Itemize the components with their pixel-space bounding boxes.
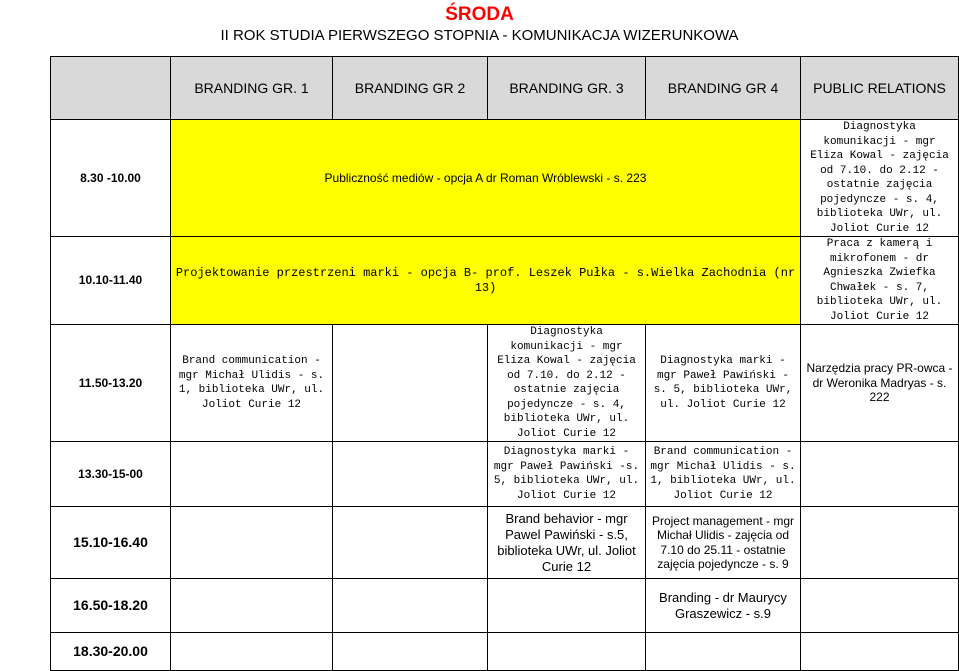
page-subtitle: II ROK STUDIA PIERWSZEGO STOPNIA - KOMUNIKACJA WIZERUNKOWA (220, 27, 739, 44)
g1-cell (171, 442, 333, 507)
table-row (51, 442, 959, 507)
g4-cell: Diagnostyka marki - mgr Paweł Pawiński - s. 5, biblioteka UWr, ul. Joliot Curie 12 (646, 325, 801, 442)
header-branding-gr1: BRANDING GR. 1 (171, 57, 333, 120)
g2-cell (333, 442, 488, 507)
header-row (51, 57, 959, 120)
g1-cell (171, 507, 333, 579)
g4-cell: Project management - mgr Michał Ulidis - zajęcia od 7.10 do 25.11 - ostatnie zajęcia pojedyncze - s. 9 (646, 507, 801, 579)
g4-cell: Branding - dr Maurycy Graszewicz - s.9 (646, 579, 801, 633)
time-cell: 16.50-18.20 (51, 579, 171, 633)
pr-cell: Praca z kamerą i mikrofonem - dr Agnieszka Zwiefka Chwałek - s. 7, biblioteka UWr, ul. Joliot Curie 12 (801, 237, 959, 325)
schedule-table (50, 56, 959, 671)
pr-cell (801, 442, 959, 507)
g4-cell (646, 633, 801, 671)
g2-cell (333, 325, 488, 442)
g3-cell: Diagnostyka marki - mgr Paweł Pawiński -s. 5, biblioteka UWr, ul. Joliot Curie 12 (488, 442, 646, 507)
time-cell: 10.10-11.40 (51, 237, 171, 325)
time-cell: 8.30 -10.00 (51, 120, 171, 237)
g2-cell (333, 633, 488, 671)
g3-cell (488, 633, 646, 671)
pr-cell: Diagnostyka komunikacji - mgr Eliza Kowal - zajęcia od 7.10. do 2.12 - ostatnie zajęcia pojedyncze - s. 4, biblioteka UWr, ul. Joliot Curie 12 (801, 120, 959, 237)
table-row (51, 579, 959, 633)
time-cell: 15.10-16.40 (51, 507, 171, 579)
time-cell: 13.30-15-00 (51, 442, 171, 507)
pr-cell (801, 579, 959, 633)
merged-class-cell: Publiczność mediów - opcja A dr Roman Wróblewski - s. 223 (171, 120, 801, 237)
merged-class-cell: Projektowanie przestrzeni marki - opcja B- prof. Leszek Pułka - s.Wielka Zachodnia (nr 13) (171, 237, 801, 325)
g1-cell: Brand communication - mgr Michał Ulidis - s. 1, biblioteka UWr, ul. Joliot Curie 12 (171, 325, 333, 442)
g1-cell (171, 633, 333, 671)
g2-cell (333, 579, 488, 633)
pr-cell: Narzędzia pracy PR-owca - dr Weronika Madryas - s. 222 (801, 325, 959, 442)
time-cell: 18.30-20.00 (51, 633, 171, 671)
g4-cell: Brand communication - mgr Michał Ulidis - s. 1, biblioteka UWr, ul. Joliot Curie 12 (646, 442, 801, 507)
table-row (51, 120, 959, 237)
table-row (51, 633, 959, 671)
table-row (51, 237, 959, 325)
g3-cell: Diagnostyka komunikacji - mgr Eliza Kowal - zajęcia od 7.10. do 2.12 - ostatnie zajęcia pojedyncze - s. 4, biblioteka UWr, ul. Joliot Curie 12 (488, 325, 646, 442)
g3-cell: Brand behavior - mgr Pawel Pawiński - s.5, biblioteka UWr, ul. Joliot Curie 12 (488, 507, 646, 579)
g2-cell (333, 507, 488, 579)
header-branding-gr2: BRANDING GR 2 (333, 57, 488, 120)
header-branding-gr4: BRANDING GR 4 (646, 57, 801, 120)
pr-cell (801, 507, 959, 579)
g1-cell (171, 579, 333, 633)
pr-cell (801, 633, 959, 671)
time-cell: 11.50-13.20 (51, 325, 171, 442)
g3-cell (488, 579, 646, 633)
page-title: ŚRODA (445, 4, 514, 25)
table-row (51, 507, 959, 579)
header-branding-gr3: BRANDING GR. 3 (488, 57, 646, 120)
header-public-relations: PUBLIC RELATIONS (801, 57, 959, 120)
table-row (51, 325, 959, 442)
header-time (51, 57, 171, 120)
